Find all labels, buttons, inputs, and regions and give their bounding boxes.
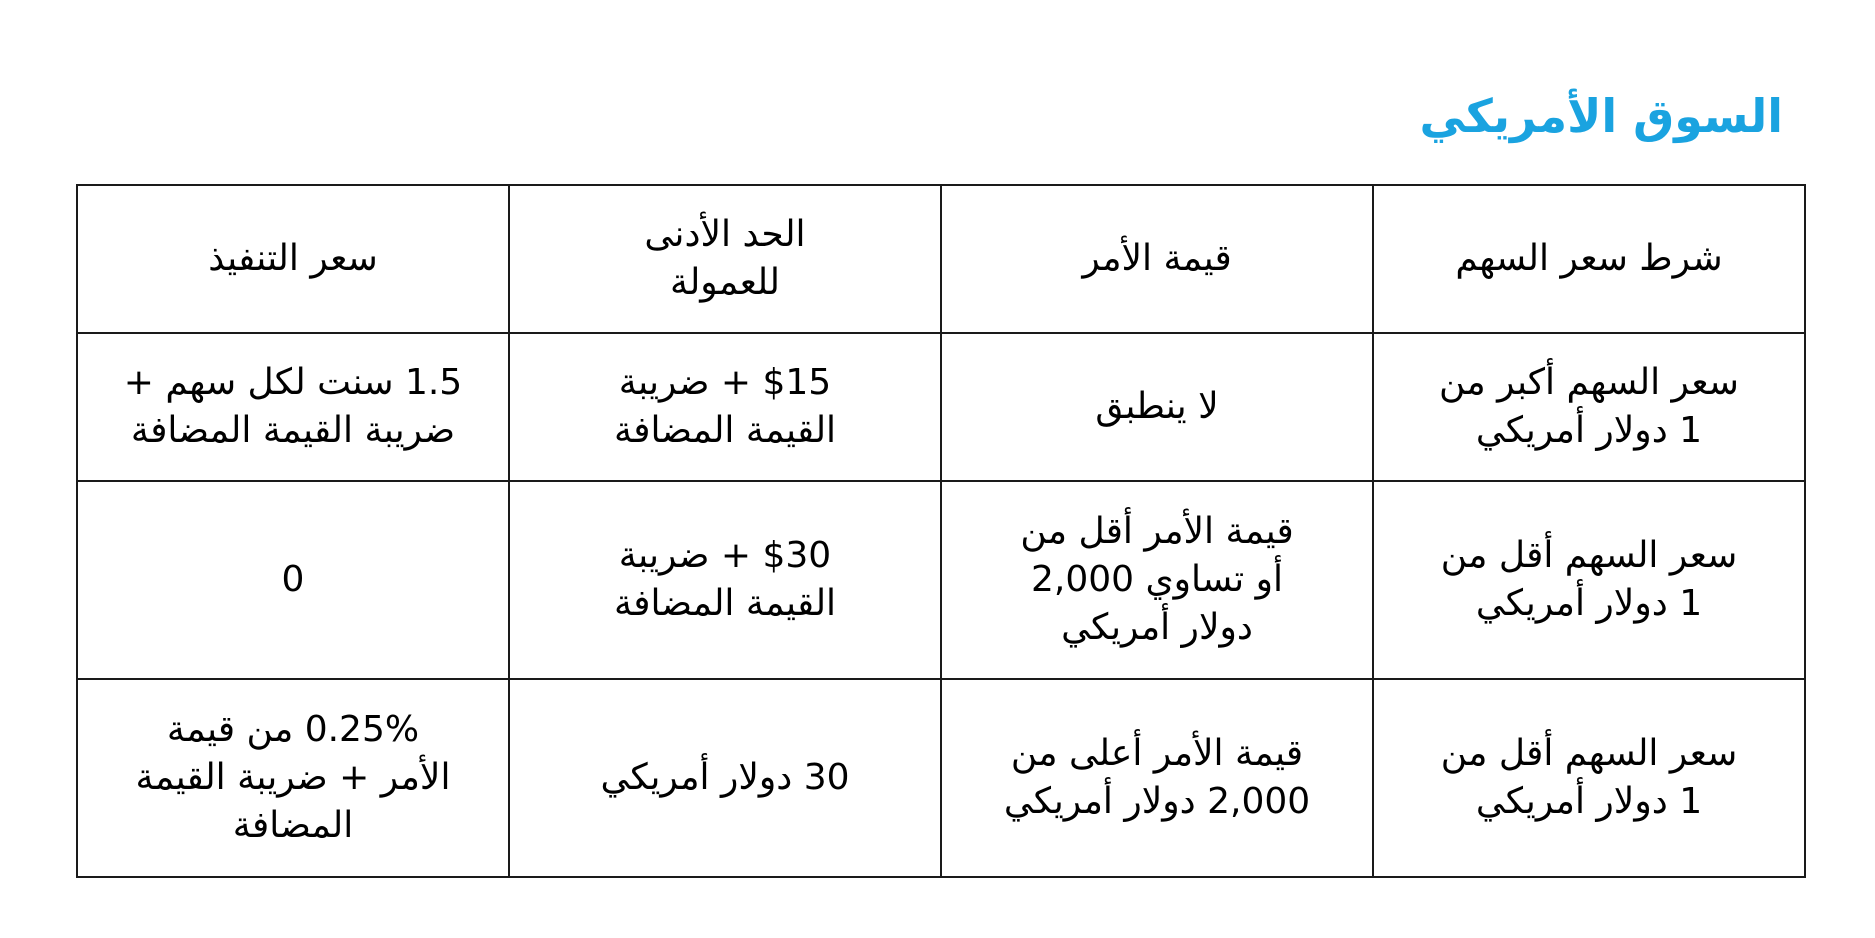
table-cell (509, 679, 941, 877)
cell-min-commission: $30 + ضريبة القيمة المضافة (613, 535, 837, 624)
cell-execution-price: 0.25% من قيمة الأمر + ضريبة القيمة المضافة (135, 709, 451, 846)
cell-min-commission: $15 + ضريبة القيمة المضافة (613, 362, 837, 451)
header-cell (77, 185, 509, 333)
table-cell (941, 333, 1373, 481)
cell-price-condition: سعر السهم أقل من 1 دولار أمريكي (1440, 535, 1738, 624)
header-min-commission: الحد الأدنى للعمولة (644, 214, 806, 303)
table-cell (941, 481, 1373, 679)
cell-order-value: قيمة الأمر أعلى من 2,000 دولار أمريكي (1003, 733, 1311, 822)
header-cell (509, 185, 941, 333)
header-cell (1373, 185, 1805, 333)
table-cell (509, 481, 941, 679)
table-cell (1373, 679, 1805, 877)
table-cell (1373, 333, 1805, 481)
table-row (77, 679, 1805, 877)
cell-execution-price: 1.5 سنت لكل سهم + ضريبة القيمة المضافة (123, 362, 463, 451)
table-row (77, 481, 1805, 679)
cell-min-commission: 30 دولار أمريكي (600, 757, 850, 798)
table-cell (1373, 481, 1805, 679)
header-cell (941, 185, 1373, 333)
table-cell (509, 333, 941, 481)
table-cell (77, 679, 509, 877)
header-execution-price: سعر التنفيذ (208, 238, 378, 279)
page-title: السوق الأمريكي (1419, 89, 1783, 143)
cell-price-condition: سعر السهم أقل من 1 دولار أمريكي (1440, 733, 1738, 822)
table-cell (941, 679, 1373, 877)
cell-order-value: لا ينطبق (1095, 386, 1219, 427)
cell-order-value: قيمة الأمر أقل من أو تساوي 2,000 دولار أمريكي (1020, 511, 1294, 648)
table-row (77, 333, 1805, 481)
table-header-row (77, 185, 1805, 333)
cell-price-condition: سعر السهم أكبر من 1 دولار أمريكي (1439, 362, 1739, 451)
header-price-condition: شرط سعر السهم (1455, 238, 1723, 279)
header-order-value: قيمة الأمر (1082, 238, 1232, 279)
cell-execution-price: 0 (281, 559, 305, 600)
commission-table (76, 184, 1806, 878)
table-cell (77, 333, 509, 481)
table-cell (77, 481, 509, 679)
